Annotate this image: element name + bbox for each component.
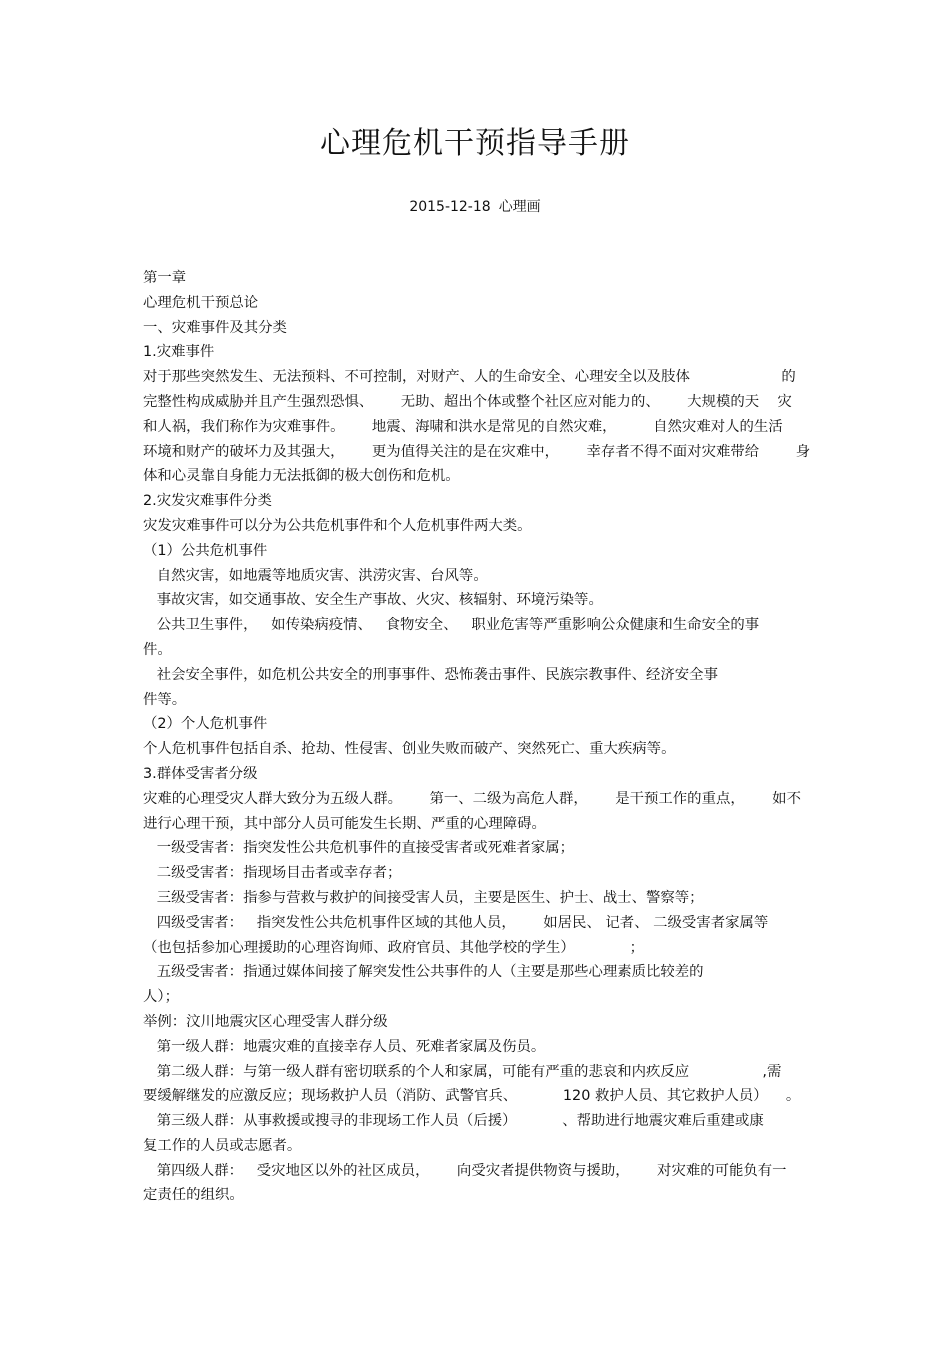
text-line: 灾难的心理受灾人群大致分为五级人群。 第一、二级为高危人群， 是干预工作的重点， 如不 — [143, 790, 801, 807]
text-line: 五级受害者：指通过媒体间接了解突发性公共事件的人（主要是那些心理素质比较差的 — [143, 964, 704, 981]
text-line: 2.灾发灾难事件分类 — [143, 493, 272, 510]
text-line: 一、灾难事件及其分类 — [143, 319, 287, 336]
text-line: 个人危机事件包括自杀、抢劫、性侵害、创业失败而破产、突然死亡、重大疾病等。 — [143, 741, 676, 758]
text-line: 举例：汶川地震灾区心理受害人群分级 — [143, 1013, 388, 1030]
text-line: 第一章 — [143, 270, 187, 286]
text-line: 社会安全事件，如危机公共安全的刑事事件、恐怖袭击事件、民族宗教事件、经济安全事 — [143, 666, 718, 683]
text-line: 和人祸，我们称作为灾难事件。 地震、海啸和洪水是常见的自然灾难， 自然灾难对人的生活 — [143, 418, 783, 435]
text-line: 复工作的人员或志愿者。 — [143, 1137, 302, 1154]
document-meta — [0, 197, 950, 217]
text-line: 体和心灵靠自身能力无法抵御的极大创伤和危机。 — [143, 468, 460, 485]
text-line: 心理危机干预总论 — [143, 294, 259, 311]
text-line: 人）； — [143, 989, 179, 1006]
document-title: 心理危机干预指导手册 — [320, 126, 630, 161]
text-line: 进行心理干预，其中部分人员可能发生长期、严重的心理障碍。 — [143, 815, 546, 832]
text-line: 件等。 — [143, 691, 187, 708]
text-line: 四级受害者： 指突发性公共危机事件区域的其他人员， 如居民、 记者、 二级受害者家属等 — [143, 914, 769, 931]
text-line: 第三级人群：从事救援或搜寻的非现场工作人员（后援） 、帮助进行地震灾难后重建或康 — [143, 1113, 764, 1130]
text-line: 一级受害者：指突发性公共危机事件的直接受害者或死难者家属； — [143, 840, 575, 857]
text-line: 第二级人群：与第一级人群有密切联系的个人和家属，可能有严重的悲哀和内疚反应 ,需 — [143, 1063, 782, 1080]
text-line: 对于那些突然发生、无法预料、不可控制，对财产、人的生命安全、心理安全以及肢体 的 — [143, 369, 796, 386]
text-line: 环境和财产的破坏力及其强大， 更为值得关注的是在灾难中， 幸存者不得不面对灾难带给 身 — [143, 443, 811, 460]
publish-date: 2015-12-18 — [409, 199, 491, 215]
publish-source: 心理画 — [498, 199, 541, 215]
text-line: 要缓解继发的应激反应；现场救护人员（消防、武警官兵、 120 救护人员、其它救护人员） 。 — [143, 1088, 801, 1105]
text-line: 1.灾难事件 — [143, 344, 215, 361]
text-line: 公共卫生事件， 如传染病疫情、 食物安全、 职业危害等严重影响公众健康和生命安全的事 — [143, 617, 760, 634]
text-line: 自然灾害，如地震等地质灾害、洪涝灾害、台风等。 — [143, 567, 488, 584]
text-line: 3.群体受害者分级 — [143, 765, 258, 782]
document-body — [143, 266, 809, 1208]
text-line: 三级受害者：指参与营救与救护的间接受害人员，主要是医生、护士、战士、警察等； — [143, 889, 704, 906]
text-line: （也包括参加心理援助的心理咨询师、政府官员、其他学校的学生） ； — [143, 939, 645, 956]
text-line: 第四级人群： 受灾地区以外的社区成员， 向受灾者提供物资与援助， 对灾难的可能负有一 — [143, 1162, 787, 1179]
text-line: 件。 — [143, 641, 172, 658]
text-line: 二级受害者：指现场目击者或幸存者； — [143, 865, 402, 882]
text-line: 定责任的组织。 — [143, 1187, 244, 1204]
text-line: （2）个人危机事件 — [143, 716, 268, 733]
text-line: （1）公共危机事件 — [143, 542, 268, 559]
text-line: 完整性构成威胁并且产生强烈恐惧、 无助、超出个体或整个社区应对能力的、 大规模的天 灾 — [143, 393, 792, 410]
text-line: 事故灾害，如交通事故、安全生产事故、火灾、核辐射、环境污染等。 — [143, 592, 603, 609]
text-line: 第一级人群：地震灾难的直接幸存人员、死难者家属及伤员。 — [143, 1038, 546, 1055]
text-line: 灾发灾难事件可以分为公共危机事件和个人危机事件两大类。 — [143, 517, 532, 534]
